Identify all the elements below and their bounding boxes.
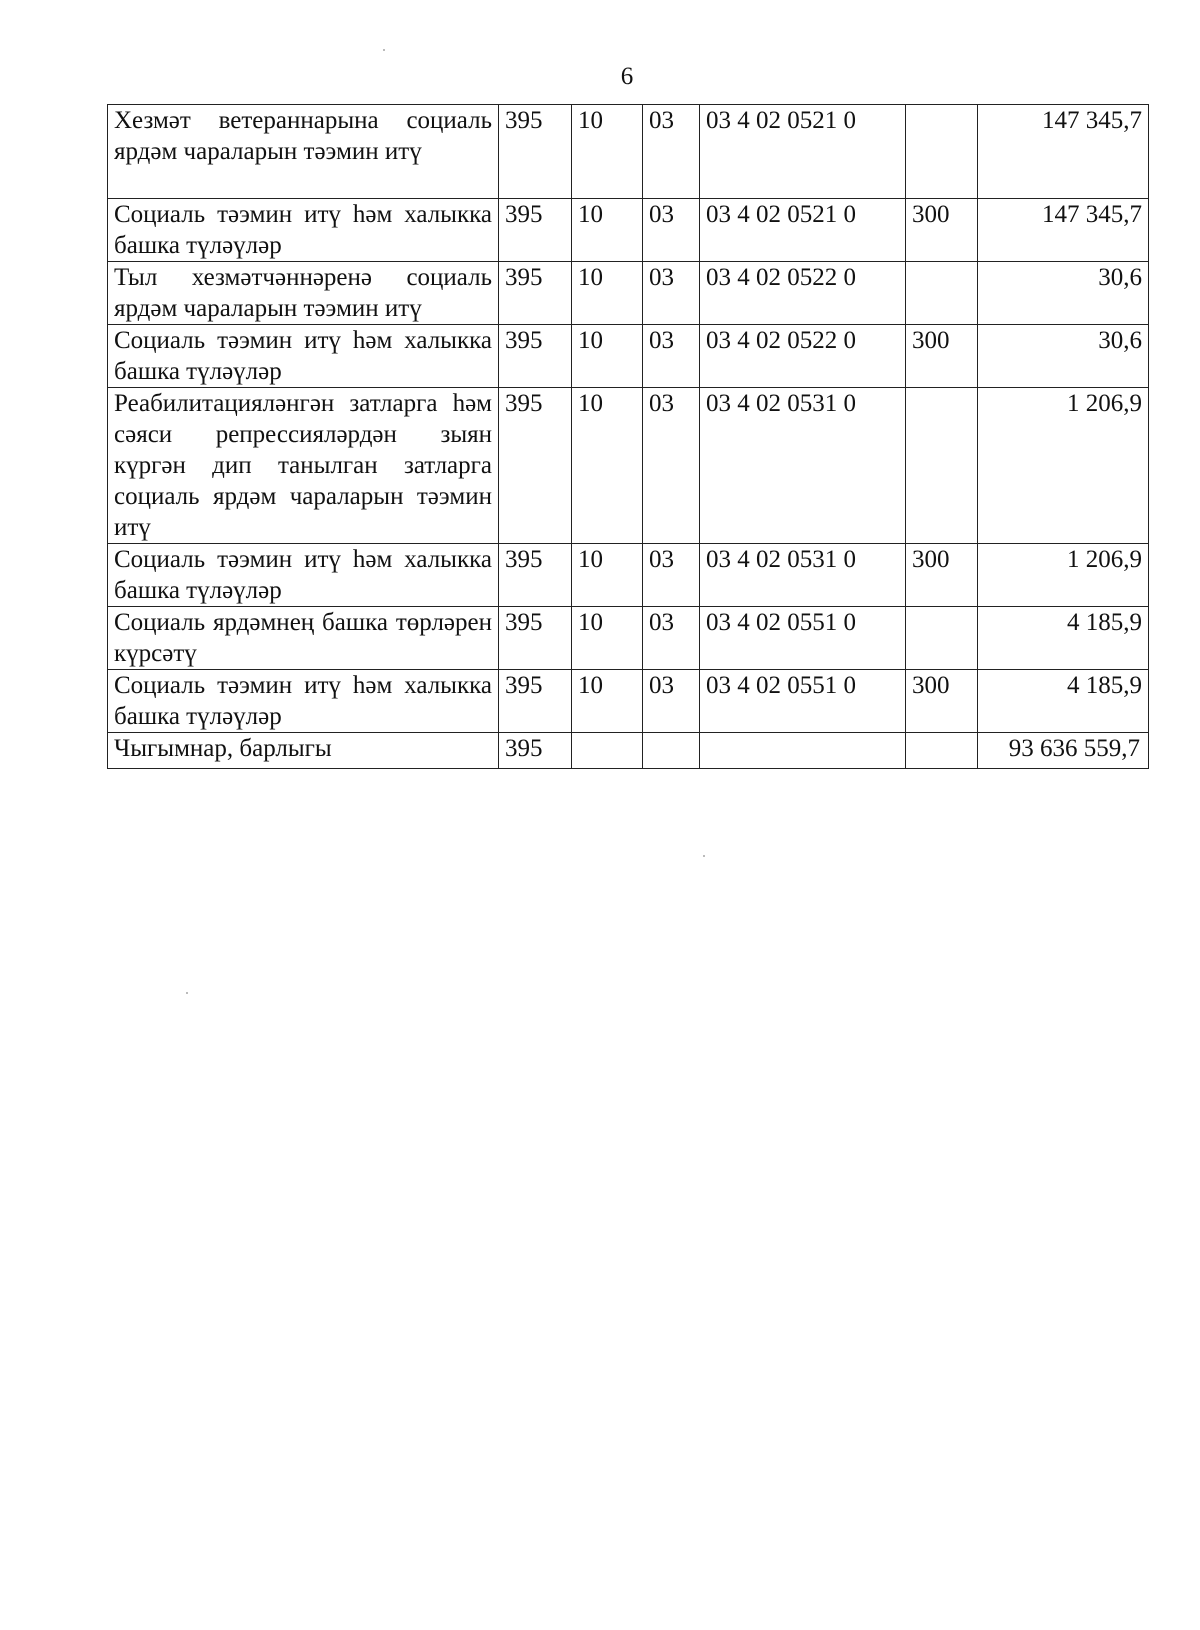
amount-cell: 147 345,7 xyxy=(978,199,1149,262)
csr-cell: 03 4 02 0531 0 xyxy=(700,388,906,544)
table-row xyxy=(108,670,1149,733)
amount-cell: 30,6 xyxy=(978,325,1149,388)
rz-cell: 10 xyxy=(572,262,643,325)
ved-cell: 395 xyxy=(499,105,572,199)
ved-cell: 395 xyxy=(499,262,572,325)
table-row xyxy=(108,105,1149,199)
vr-cell xyxy=(906,388,978,544)
rz-cell: 10 xyxy=(572,199,643,262)
scan-speck xyxy=(703,855,705,857)
page-number: 6 xyxy=(620,63,634,90)
amount-cell: 1 206,9 xyxy=(978,388,1149,544)
csr-cell: 03 4 02 0531 0 xyxy=(700,544,906,607)
table-row xyxy=(108,325,1149,388)
total-pr-cell xyxy=(643,733,700,769)
total-vr-cell xyxy=(906,733,978,769)
ved-cell: 395 xyxy=(499,325,572,388)
pr-cell: 03 xyxy=(643,544,700,607)
vr-cell: 300 xyxy=(906,544,978,607)
rz-cell: 10 xyxy=(572,388,643,544)
vr-cell: 300 xyxy=(906,325,978,388)
total-label-cell: Чыгымнар, барлыгы xyxy=(108,733,499,769)
row-name-cell: Социаль тәэмин итү һәм халыкка башка түләүләр xyxy=(108,544,499,607)
pr-cell: 03 xyxy=(643,199,700,262)
rz-cell: 10 xyxy=(572,544,643,607)
csr-cell: 03 4 02 0551 0 xyxy=(700,670,906,733)
csr-cell: 03 4 02 0521 0 xyxy=(700,105,906,199)
pr-cell: 03 xyxy=(643,262,700,325)
amount-cell: 30,6 xyxy=(978,262,1149,325)
pr-cell: 03 xyxy=(643,670,700,733)
amount-cell: 4 185,9 xyxy=(978,670,1149,733)
table-row xyxy=(108,199,1149,262)
row-name-cell: Социаль тәэмин итү һәм халыкка башка түләүләр xyxy=(108,325,499,388)
expenditure-table xyxy=(107,104,1149,769)
table-row xyxy=(108,262,1149,325)
ved-cell: 395 xyxy=(499,544,572,607)
row-name-cell: Социаль тәэмин итү һәм халыкка башка түләүләр xyxy=(108,670,499,733)
total-rz-cell xyxy=(572,733,643,769)
table-row xyxy=(108,544,1149,607)
vr-cell: 300 xyxy=(906,199,978,262)
csr-cell: 03 4 02 0522 0 xyxy=(700,262,906,325)
vr-cell xyxy=(906,262,978,325)
scan-speck xyxy=(383,49,385,51)
row-name-cell: Реабилитацияләнгән затларга һәм сәяси репрессияләрдән зыян күргән дип танылган затларга социаль ярдәм чараларын тәэмин итү xyxy=(108,388,499,544)
rz-cell: 10 xyxy=(572,105,643,199)
csr-cell: 03 4 02 0551 0 xyxy=(700,607,906,670)
rz-cell: 10 xyxy=(572,325,643,388)
ved-cell: 395 xyxy=(499,607,572,670)
table-row xyxy=(108,388,1149,544)
table-row xyxy=(108,607,1149,670)
total-row xyxy=(108,733,1149,769)
row-name-cell: Хезмәт ветераннарына социаль ярдәм чараларын тәэмин итү xyxy=(108,105,499,199)
amount-cell: 1 206,9 xyxy=(978,544,1149,607)
pr-cell: 03 xyxy=(643,105,700,199)
ved-cell: 395 xyxy=(499,670,572,733)
total-ved-cell: 395 xyxy=(499,733,572,769)
vr-cell xyxy=(906,607,978,670)
rz-cell: 10 xyxy=(572,607,643,670)
row-name-cell: Тыл хезмәтчәннәренә социаль ярдәм чараларын тәэмин итү xyxy=(108,262,499,325)
total-csr-cell xyxy=(700,733,906,769)
pr-cell: 03 xyxy=(643,388,700,544)
amount-cell: 4 185,9 xyxy=(978,607,1149,670)
scan-speck xyxy=(186,992,188,994)
pr-cell: 03 xyxy=(643,325,700,388)
row-name-cell: Социаль ярдәмнең башка төрләрен күрсәтү xyxy=(108,607,499,670)
csr-cell: 03 4 02 0521 0 xyxy=(700,199,906,262)
ved-cell: 395 xyxy=(499,388,572,544)
total-amount-cell: 93 636 559,7 xyxy=(978,733,1149,769)
vr-cell xyxy=(906,105,978,199)
csr-cell: 03 4 02 0522 0 xyxy=(700,325,906,388)
ved-cell: 395 xyxy=(499,199,572,262)
rz-cell: 10 xyxy=(572,670,643,733)
amount-cell: 147 345,7 xyxy=(978,105,1149,199)
vr-cell: 300 xyxy=(906,670,978,733)
pr-cell: 03 xyxy=(643,607,700,670)
row-name-cell: Социаль тәэмин итү һәм халыкка башка түләүләр xyxy=(108,199,499,262)
